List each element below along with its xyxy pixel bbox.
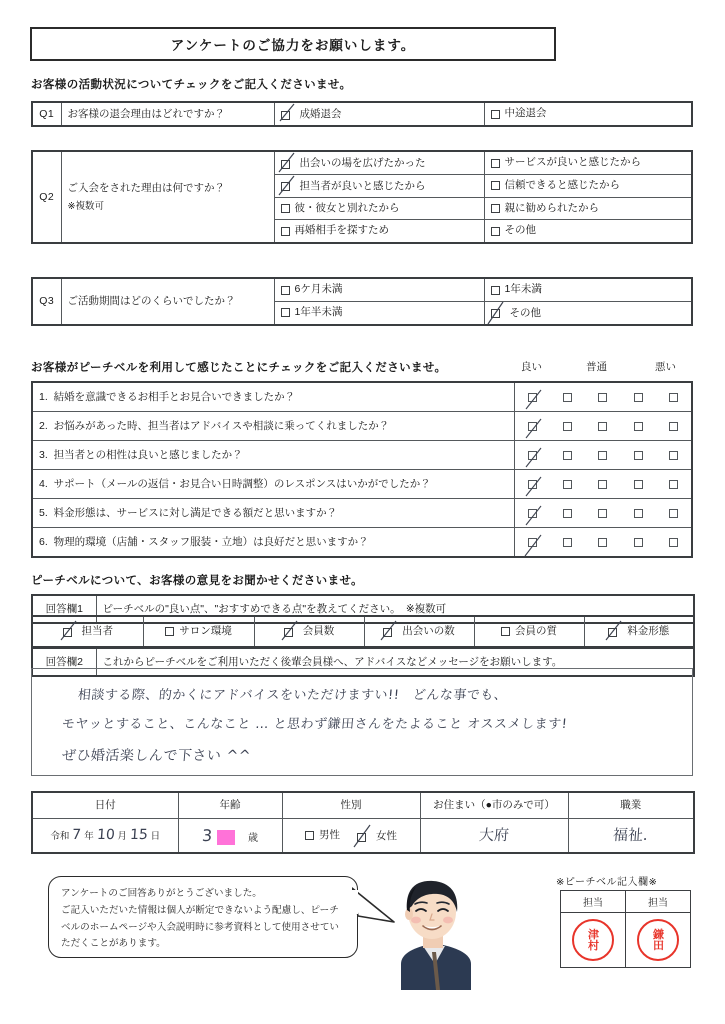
rating-box-3-5[interactable] bbox=[669, 480, 678, 489]
checkbox-checked-icon[interactable] bbox=[383, 624, 397, 638]
age-value: 3 bbox=[201, 825, 213, 845]
rating-scale-3[interactable] bbox=[514, 470, 692, 499]
q1-option-0-label: 成婚退会 bbox=[299, 107, 342, 120]
checkbox-checked-icon[interactable] bbox=[63, 624, 77, 638]
checkbox-icon[interactable] bbox=[491, 286, 500, 295]
scale-label-bad: 悪い bbox=[655, 361, 676, 373]
q1-option-1-label: 中途退会 bbox=[504, 107, 547, 119]
handwritten-line-1: モヤッとすること、こんなこと … と思わず鎌田さんをたよること オススメします! bbox=[61, 717, 568, 732]
good-point-0-label: 担当者 bbox=[81, 625, 113, 638]
q3-label: Q3 bbox=[32, 278, 61, 325]
rating-number-2: 3. bbox=[39, 448, 48, 461]
info-header-gender: 性別 bbox=[282, 792, 420, 819]
rating-scale-5[interactable] bbox=[514, 528, 692, 558]
date-month-unit: 月 bbox=[117, 831, 127, 843]
thank-you-bubble bbox=[48, 876, 358, 958]
table-row-values bbox=[32, 819, 694, 854]
good-point-3-label: 出会いの数 bbox=[402, 625, 455, 638]
rating-box-3-2[interactable] bbox=[563, 480, 572, 489]
rating-question-4 bbox=[32, 499, 514, 528]
q1-label: Q1 bbox=[32, 102, 61, 126]
seal-header-1: 担当 bbox=[626, 891, 691, 913]
rating-box-1-5[interactable] bbox=[669, 422, 678, 431]
checkbox-icon[interactable] bbox=[165, 627, 174, 636]
seal-table bbox=[560, 890, 691, 968]
q2-option-right-3[interactable] bbox=[484, 220, 692, 243]
rating-question-3 bbox=[32, 470, 514, 499]
info-value-date[interactable] bbox=[32, 819, 178, 854]
rating-box-2-3[interactable] bbox=[598, 451, 607, 460]
q2-option-right-2-label: 親に勧められたから bbox=[504, 201, 599, 214]
table-row bbox=[32, 382, 692, 412]
q2-option-left-1-label: 担当者が良いと感じたから bbox=[299, 179, 426, 192]
staff-portrait-illustration bbox=[383, 868, 479, 990]
rating-number-4: 5. bbox=[39, 506, 48, 519]
checkbox-checked-icon[interactable] bbox=[284, 624, 298, 638]
page-title-text: アンケートのご協力をお願いします。 bbox=[170, 38, 416, 53]
rating-question-2 bbox=[32, 441, 514, 470]
checkbox-icon[interactable] bbox=[491, 204, 500, 213]
residence-value: 大府 bbox=[478, 826, 510, 845]
age-redaction-box bbox=[217, 830, 235, 845]
section1-heading: お客様の活動状況についてチェックをご記入くださいませ。 bbox=[31, 79, 352, 91]
rating-box-2-2[interactable] bbox=[563, 451, 572, 460]
rating-question-0 bbox=[32, 382, 514, 412]
rating-box-0-2[interactable] bbox=[563, 393, 572, 402]
q1-option-0[interactable] bbox=[274, 102, 484, 126]
table-row bbox=[32, 499, 692, 528]
rating-box-0-1[interactable] bbox=[528, 393, 537, 402]
q2-option-right-3-label: その他 bbox=[504, 224, 536, 237]
rating-text-0: 結婚を意識できるお相手とお見合いできましたか？ bbox=[53, 390, 296, 403]
good-point-2-label: 会員数 bbox=[302, 625, 335, 638]
rating-text-5: 物理的環境（店舗・スタッフ服装・立地）は良好だと思いますか？ bbox=[53, 535, 369, 548]
q2-label: Q2 bbox=[32, 151, 61, 243]
q2-option-left-2[interactable] bbox=[274, 197, 484, 220]
date-year-unit: 年 bbox=[84, 831, 94, 843]
q3-question: ご活動期間はどのくらいでしたか？ bbox=[61, 278, 274, 325]
rating-box-5-5[interactable] bbox=[669, 538, 678, 547]
rating-box-4-2[interactable] bbox=[563, 509, 572, 518]
hanko-stamp-tsumura bbox=[572, 919, 614, 961]
rating-box-2-1[interactable] bbox=[528, 451, 537, 460]
handwritten-line-0: 相談する際、的かくにアドバイスをいただけますい!! どんな事でも、 bbox=[77, 688, 509, 703]
good-point-1-label: サロン環境 bbox=[179, 624, 232, 637]
q2-option-left-0-label: 出会いの場を広げたかった bbox=[299, 156, 426, 169]
date-year: 7 bbox=[71, 827, 82, 844]
q2-option-right-0[interactable] bbox=[484, 151, 692, 174]
table-row bbox=[32, 470, 692, 499]
good-point-0[interactable] bbox=[32, 616, 143, 647]
rating-scale-0[interactable] bbox=[514, 382, 692, 412]
rating-box-5-4[interactable] bbox=[634, 538, 643, 547]
hanko-1-top: 鎌 bbox=[653, 928, 663, 941]
q3-option-left-1[interactable] bbox=[274, 301, 484, 324]
rating-text-4: 料金形態は、サービスに対し満足できる額だと思いますか？ bbox=[53, 506, 338, 519]
answer2-label: 回答欄2 bbox=[32, 648, 96, 676]
rating-number-5: 6. bbox=[39, 535, 48, 548]
hanko-0-bottom: 村 bbox=[588, 939, 598, 952]
q2-question bbox=[61, 151, 274, 243]
good-point-4-label: 会員の質 bbox=[515, 624, 557, 637]
q1-table bbox=[31, 101, 693, 127]
info-header-occupation: 職業 bbox=[568, 792, 694, 819]
rating-box-1-3[interactable] bbox=[598, 422, 607, 431]
checkbox-checked-icon[interactable] bbox=[357, 829, 371, 843]
info-header-age: 年齢 bbox=[178, 792, 282, 819]
section3-heading: ピーチベルについて、お客様の意見をお聞かせくださいませ。 bbox=[31, 575, 363, 587]
gender-female-label: 女性 bbox=[375, 830, 397, 843]
checkbox-icon[interactable] bbox=[281, 204, 290, 213]
checkbox-icon[interactable] bbox=[491, 181, 500, 190]
date-era: 令和 bbox=[50, 831, 70, 843]
rating-box-3-1[interactable] bbox=[528, 480, 537, 489]
date-day: 15 bbox=[129, 827, 149, 844]
scale-label-good: 良い bbox=[521, 361, 542, 373]
q2-option-right-0-label: サービスが良いと感じたから bbox=[504, 156, 641, 168]
checkbox-icon[interactable] bbox=[491, 227, 500, 236]
q3-option-right-1[interactable] bbox=[484, 301, 692, 324]
checkbox-checked-icon[interactable] bbox=[281, 156, 295, 170]
table-row bbox=[32, 278, 692, 301]
table-row bbox=[32, 151, 692, 174]
table-row bbox=[32, 616, 694, 647]
checkbox-icon[interactable] bbox=[491, 159, 500, 168]
rating-box-0-5[interactable] bbox=[669, 393, 678, 402]
good-point-5-label: 料金形態 bbox=[627, 625, 670, 638]
gender-male-label: 男性 bbox=[319, 828, 341, 841]
rating-box-1-2[interactable] bbox=[563, 422, 572, 431]
rating-table bbox=[31, 381, 693, 558]
good-point-5[interactable] bbox=[584, 616, 694, 647]
answer1-prompt: ピーチベルの"良い点"、"おすすめできる点"を教えてください。 ※複数可 bbox=[96, 595, 694, 623]
rating-question-1 bbox=[32, 412, 514, 441]
hanko-0-top: 津 bbox=[588, 928, 598, 941]
handwritten-line-2: ぜひ婚活楽しんで下さい ^^ bbox=[61, 748, 252, 764]
page-title bbox=[30, 27, 556, 61]
rating-number-0: 1. bbox=[39, 390, 48, 403]
good-point-4[interactable] bbox=[474, 616, 584, 647]
rating-question-5 bbox=[32, 528, 514, 558]
section2-heading: お客様がピーチベルを利用して感じたことにチェックをご記入くださいませ。 bbox=[31, 362, 447, 374]
q2-option-left-1[interactable] bbox=[274, 174, 484, 197]
checkbox-checked-icon[interactable] bbox=[281, 179, 295, 193]
checkbox-icon[interactable] bbox=[491, 110, 500, 119]
q2-question-text: ご入会をされた理由は何ですか？ bbox=[67, 181, 225, 194]
info-header-date: 日付 bbox=[32, 792, 178, 819]
bubble-line-3: ただくことがあります。 bbox=[61, 938, 166, 950]
q3-option-left-1-label: 1年半未満 bbox=[294, 305, 343, 318]
q2-option-left-3[interactable] bbox=[274, 220, 484, 243]
rating-box-4-1[interactable] bbox=[528, 509, 537, 518]
table-row bbox=[32, 528, 692, 558]
rating-scale-1[interactable] bbox=[514, 412, 692, 441]
date-day-unit: 日 bbox=[150, 831, 161, 843]
hanko-1-bottom: 田 bbox=[653, 939, 663, 952]
good-points-table bbox=[31, 615, 695, 648]
seal-header-0: 担当 bbox=[561, 891, 626, 913]
checkbox-checked-icon[interactable] bbox=[281, 107, 295, 121]
date-month: 10 bbox=[96, 827, 116, 844]
table-row bbox=[32, 441, 692, 470]
info-value-age[interactable] bbox=[178, 819, 282, 854]
rating-box-1-4[interactable] bbox=[634, 422, 643, 431]
rating-scale-4[interactable] bbox=[514, 499, 692, 528]
rating-box-0-4[interactable] bbox=[634, 393, 643, 402]
checkbox-icon[interactable] bbox=[281, 227, 290, 236]
rating-box-2-4[interactable] bbox=[634, 451, 643, 460]
checkbox-icon[interactable] bbox=[305, 831, 314, 840]
info-value-gender[interactable] bbox=[282, 819, 420, 854]
q2-option-left-0[interactable] bbox=[274, 151, 484, 174]
q3-table bbox=[31, 277, 693, 326]
table-row-header bbox=[561, 891, 691, 913]
rating-text-1: お悩みがあった時、担当者はアドバイスや相談に乗ってくれましたか？ bbox=[53, 419, 390, 432]
rating-number-3: 4. bbox=[39, 477, 48, 490]
q2-table bbox=[31, 150, 693, 244]
q3-option-right-1-label: その他 bbox=[509, 306, 541, 319]
seal-section-heading: ※ピーチベル記入欄※ bbox=[556, 877, 658, 888]
respondent-info-table bbox=[31, 791, 695, 854]
rating-box-5-2[interactable] bbox=[563, 538, 572, 547]
hanko-stamp-kamada bbox=[637, 919, 679, 961]
rating-box-5-1[interactable] bbox=[528, 538, 537, 547]
checkbox-checked-icon[interactable] bbox=[491, 306, 505, 320]
checkbox-checked-icon[interactable] bbox=[608, 624, 622, 638]
rating-box-4-5[interactable] bbox=[669, 509, 678, 518]
age-unit: 歳 bbox=[248, 832, 259, 844]
bubble-line-2: ベルのホームページや入会説明時に参考資料として使用させてい bbox=[61, 921, 340, 933]
rating-text-3: サポート（メールの返信・お見合い日時調整）のレスポンスはいかがでしたか？ bbox=[53, 477, 431, 490]
bubble-line-0: アンケートのご回答ありがとうございました。 bbox=[61, 888, 262, 899]
info-header-residence: お住まい（●市のみで可） bbox=[420, 792, 568, 819]
good-point-3[interactable] bbox=[364, 616, 474, 647]
rating-box-3-4[interactable] bbox=[634, 480, 643, 489]
rating-box-0-3[interactable] bbox=[598, 393, 607, 402]
scale-label-normal: 普通 bbox=[586, 361, 607, 373]
table-row-stamps bbox=[561, 913, 691, 968]
q2-option-right-2[interactable] bbox=[484, 197, 692, 220]
q3-option-left-0[interactable] bbox=[274, 278, 484, 301]
info-value-residence[interactable] bbox=[420, 819, 568, 854]
rating-box-5-3[interactable] bbox=[598, 538, 607, 547]
info-value-occupation[interactable] bbox=[568, 819, 694, 854]
rating-box-2-5[interactable] bbox=[669, 451, 678, 460]
bubble-line-1: ご記入いただいた情報は個人が断定できないよう配慮し、ピーチ bbox=[61, 904, 339, 916]
rating-box-1-1[interactable] bbox=[528, 422, 537, 431]
table-row-header bbox=[32, 792, 694, 819]
q2-option-left-3-label: 再婚相手を探すため bbox=[294, 224, 389, 237]
answer2-prompt: これからピーチベルをご利用いただく後輩会員様へ、アドバイスなどメッセージをお願いします。 bbox=[96, 648, 694, 676]
q3-option-left-0-label: 6ケ月未満 bbox=[294, 283, 343, 295]
q2-option-right-1[interactable] bbox=[484, 174, 692, 197]
rating-scale-2[interactable] bbox=[514, 441, 692, 470]
q3-option-right-0[interactable] bbox=[484, 278, 692, 301]
q1-question: お客様の退会理由はどれですか？ bbox=[61, 102, 274, 126]
q2-option-right-1-label: 信頼できると感じたから bbox=[504, 178, 620, 191]
checkbox-icon[interactable] bbox=[281, 308, 290, 317]
table-row bbox=[32, 412, 692, 441]
seal-cell-1 bbox=[626, 913, 691, 968]
rating-box-4-3[interactable] bbox=[598, 509, 607, 518]
table-row bbox=[32, 102, 692, 126]
good-point-2[interactable] bbox=[254, 616, 364, 647]
q3-option-right-0-label: 1年未満 bbox=[504, 283, 542, 295]
rating-box-4-4[interactable] bbox=[634, 509, 643, 518]
rating-box-3-3[interactable] bbox=[598, 480, 607, 489]
good-point-1[interactable] bbox=[143, 616, 254, 647]
rating-number-1: 2. bbox=[39, 419, 48, 432]
answer1-label: 回答欄1 bbox=[32, 595, 96, 623]
checkbox-icon[interactable] bbox=[501, 627, 510, 636]
q1-option-1[interactable] bbox=[484, 102, 692, 126]
rating-text-2: 担当者との相性は良いと感じましたか？ bbox=[53, 448, 243, 461]
q2-option-left-2-label: 彼・彼女と別れたから bbox=[294, 201, 400, 214]
seal-cell-0 bbox=[561, 913, 626, 968]
occupation-value: 福祉. bbox=[612, 826, 649, 845]
q2-note: ※複数可 bbox=[67, 200, 104, 212]
checkbox-icon[interactable] bbox=[281, 286, 290, 295]
